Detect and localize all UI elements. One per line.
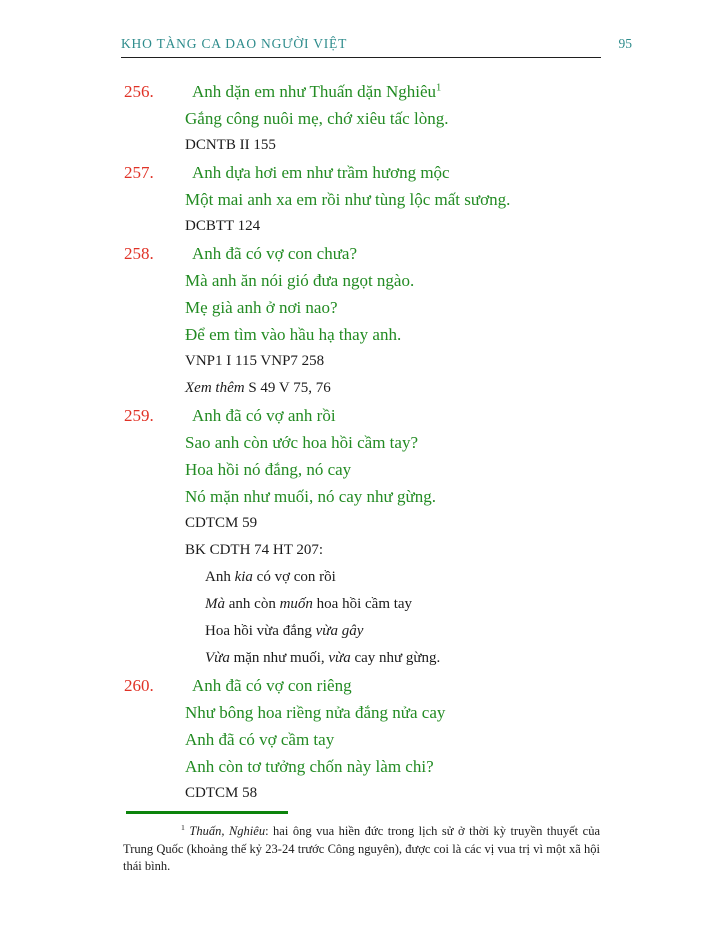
text-segment: Mà anh ăn nói gió đưa ngọt ngào. <box>185 271 415 290</box>
text-segment: Anh dựa hơi em như trầm hương mộc <box>192 163 450 182</box>
text-segment: DCBTT 124 <box>185 218 261 234</box>
text-segment: muốn <box>279 596 313 612</box>
ref-line <box>185 132 643 159</box>
text-segment: Hoa hồi nó đắng, nó cay <box>185 460 352 479</box>
text-segment: S 49 V 75, 76 <box>244 380 331 396</box>
verse-line <box>185 699 643 726</box>
book-title: KHO TÀNG CA DAO NGƯỜI VIỆT <box>121 36 348 51</box>
text-segment: cay như gừng. <box>350 650 441 666</box>
verse-line <box>185 186 643 213</box>
footnote <box>123 811 600 876</box>
text-segment: Sao anh còn ước hoa hồi cầm tay? <box>185 433 418 452</box>
text-segment: : hai ông vua hiền đức trong lịch sử ở thời kỳ truyền thuyết của Trung Quốc (khoảng thế kỷ 23-24 trước Công nguyên), được coi là các vị vua trị vì một xã hội thái bình. <box>123 824 600 873</box>
variant-line <box>205 591 643 618</box>
text-segment: kia <box>234 569 253 585</box>
verse-line <box>185 456 643 483</box>
text-segment: VNP1 I 115 VNP7 258 <box>185 353 325 369</box>
verse-line <box>192 672 643 699</box>
entries <box>121 78 643 807</box>
text-segment: Như bông hoa riềng nửa đắng nửa cay <box>185 703 446 722</box>
text-segment: Anh còn tơ tưởng chốn này làm chi? <box>185 757 434 776</box>
variant-line <box>205 645 643 672</box>
entry-number: 257. <box>124 163 154 182</box>
text-segment: có vợ con rồi <box>252 569 336 585</box>
entry <box>121 402 643 672</box>
ref-line <box>185 510 643 537</box>
footnote-ref-marker: 1 <box>436 82 442 94</box>
entry-number: 256. <box>124 82 154 101</box>
text-segment: hoa hồi cầm tay <box>312 596 413 612</box>
entry-number: 259. <box>124 406 154 425</box>
text-segment: DCNTB II 155 <box>185 137 276 153</box>
text-segment: Mẹ già anh ở nơi nao? <box>185 298 338 317</box>
text-segment: Anh đã có vợ cầm tay <box>185 730 335 749</box>
ref-line <box>185 213 643 240</box>
text-segment: Anh dặn em như Thuấn dặn Nghiêu <box>192 82 437 101</box>
footnote-body <box>123 824 600 873</box>
variant-line <box>205 564 643 591</box>
verse-line <box>192 159 643 186</box>
text-segment: vừa <box>328 650 351 666</box>
verse-line <box>192 240 643 267</box>
text-segment: Anh đã có vợ con chưa? <box>192 244 358 263</box>
footnote-text <box>123 823 600 876</box>
text-segment: CDTCM 58 <box>185 785 258 801</box>
verse-line <box>185 321 643 348</box>
entry <box>121 78 643 159</box>
text-segment: Gắng công nuôi mẹ, chớ xiêu tấc lòng. <box>185 109 449 128</box>
text-segment: Một mai anh xa em rồi như tùng lộc mất sương. <box>185 190 511 209</box>
verse-line <box>185 105 643 132</box>
verse-line <box>185 294 643 321</box>
text-segment: Để em tìm vào hầu hạ thay anh. <box>185 325 402 344</box>
ref-line <box>185 780 643 807</box>
text-segment: Thuấn, Nghiêu <box>184 824 266 838</box>
page-header <box>121 36 632 58</box>
text-segment: Anh đã có vợ anh rồi <box>192 406 336 425</box>
verse-line <box>192 78 643 105</box>
verse-line <box>185 753 643 780</box>
entry-number: 258. <box>124 244 154 263</box>
text-segment: Hoa hồi vừa đắng <box>205 623 316 639</box>
page-number: 95 <box>618 36 632 51</box>
text-segment: anh còn <box>225 596 280 612</box>
text-segment: mặn như muối, <box>229 650 329 666</box>
verse-line <box>185 267 643 294</box>
header-rule <box>121 57 601 58</box>
entry <box>121 240 643 402</box>
ref-line <box>185 375 643 402</box>
text-segment: Anh đã có vợ con riêng <box>192 676 352 695</box>
text-segment: Xem thêm <box>185 380 245 396</box>
text-segment: Anh <box>205 569 235 585</box>
verse-line <box>185 726 643 753</box>
text-segment: Nó mặn như muối, nó cay như gừng. <box>185 487 436 506</box>
variant-line <box>205 618 643 645</box>
verse-line <box>185 483 643 510</box>
text-segment: BK CDTH 74 HT 207: <box>185 542 324 558</box>
footnote-rule <box>126 811 288 814</box>
entry <box>121 159 643 240</box>
verse-line <box>185 429 643 456</box>
verse-line <box>192 402 643 429</box>
text-segment: Mà <box>205 596 225 612</box>
ref-line <box>185 537 643 564</box>
footnote-marker: 1 <box>181 822 185 832</box>
entry <box>121 672 643 807</box>
entry-number: 260. <box>124 676 154 695</box>
ref-line <box>185 348 643 375</box>
text-segment: vừa gây <box>315 623 364 639</box>
text-segment: Vừa <box>205 650 230 666</box>
text-segment: CDTCM 59 <box>185 515 258 531</box>
